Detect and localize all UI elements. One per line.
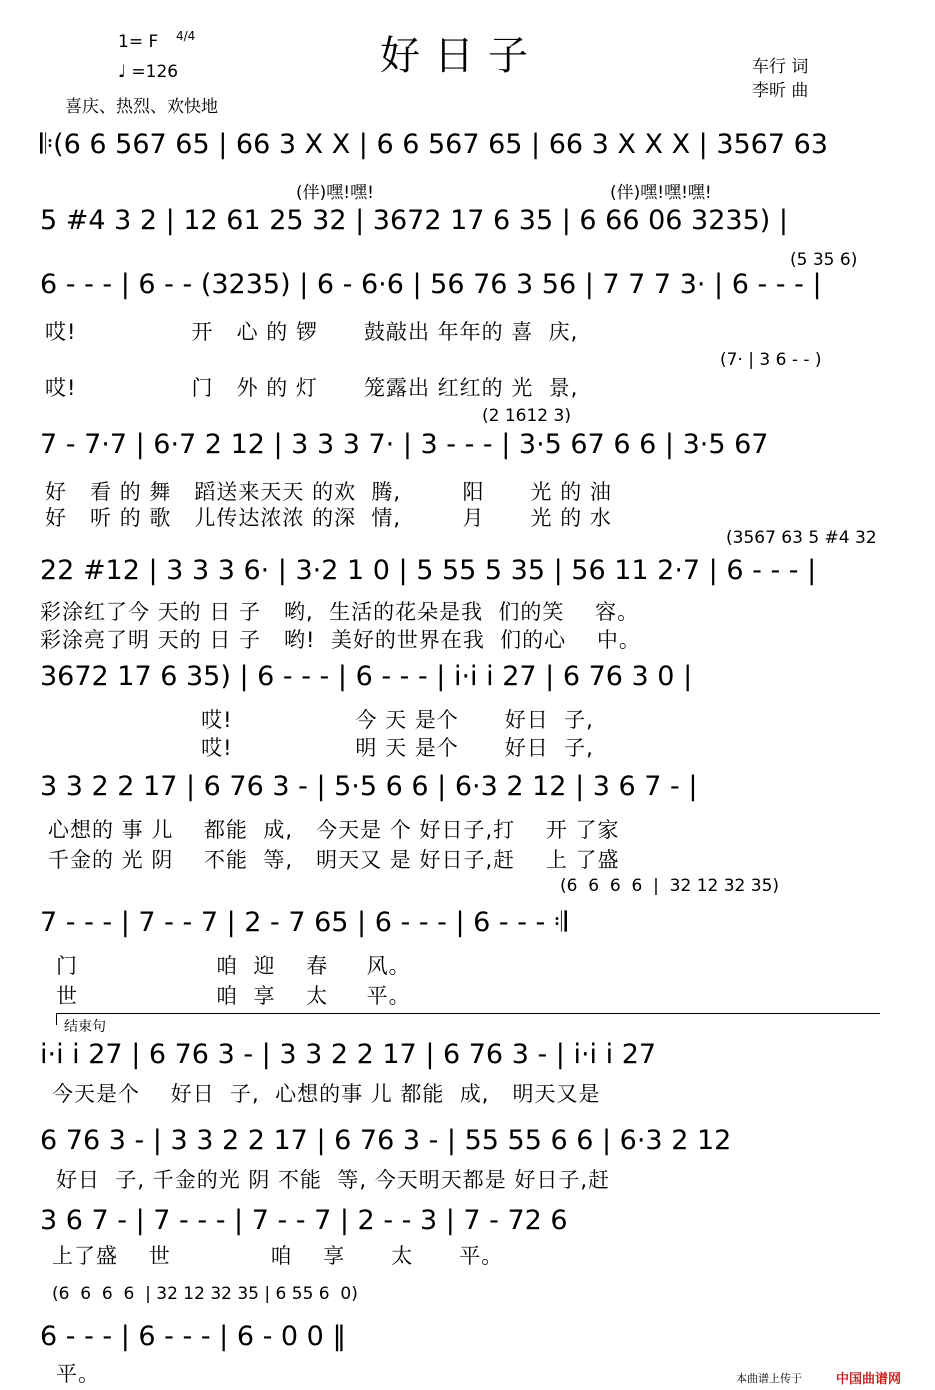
annotation-line-4a: (7· | 3 6 - - ) [720, 350, 822, 370]
lyrics-line-5-verse-2: 彩涂亮了明 天的 日 子 哟! 美好的世界在我 们的心 中。 [40, 628, 641, 652]
song-title: 好日子 [380, 33, 542, 79]
notation-line-1: 𝄆(6 6 567 65 | 66 3 X X | 6 6 567 65 | 66 3 X X X | 3567 63 [40, 129, 828, 160]
lyrics-line-3-verse-2: 哎! 门 外 的 灯 笼露出 红红的 光 景, [45, 376, 579, 400]
lyrics-line-12: 平。 [56, 1362, 100, 1386]
notation-line-12: 6 - - - | 6 - - - | 6 - 0 0 ‖ [40, 1321, 346, 1352]
annotation-line-12: (6 6 6 6 | 32 12 32 35 | 6 55 6 0) [52, 1284, 358, 1304]
notation-line-8: 7 - - - | 7 - - 7 | 2 - 7 65 | 6 - - - | 6 - - - 𝄇 [40, 907, 568, 938]
notation-line-5: 22 #12 | 3 3 3 6· | 3·2 1 0 | 5 55 5 35 | 56 11 2·7 | 6 - - - | [40, 555, 817, 586]
lyrics-line-7-verse-2: 千金的 光 阴 不能 等, 明天又 是 好日子,赶 上 了盛 [48, 848, 620, 872]
lyrics-line-10: 好日 子, 千金的光 阴 不能 等, 今天明天都是 好日子,赶 [56, 1168, 611, 1192]
time-signature: 4/4 [176, 29, 196, 43]
notation-line-7: 3 3 2 2 17 | 6 76 3 - | 5·5 6 6 | 6·3 2 12 | 3 6 7 - | [40, 771, 698, 802]
accompaniment-shout-2: (伴)嘿!嘿!嘿! [610, 183, 712, 203]
annotation-line-3: (5 35 6) [790, 250, 858, 270]
notation-line-9: i·i i 27 | 6 76 3 - | 3 3 2 2 17 | 6 76 3 - | i·i i 27 [40, 1039, 657, 1070]
ending-bracket-line [56, 1013, 880, 1014]
lyrics-line-11: 上了盛 世 咱 享 太 平。 [52, 1244, 504, 1268]
accompaniment-shout-1: (伴)嘿!嘿! [296, 183, 374, 203]
annotation-line-5: (3567 63 5 #4 32 [726, 528, 877, 548]
lyrics-line-8-verse-2: 世 咱 享 太 平。 [56, 984, 411, 1008]
notation-line-11: 3 6 7 - | 7 - - - | 7 - - 7 | 2 - - 3 | 7 - 72 6 [40, 1205, 568, 1236]
notation-line-2: 5 #4 3 2 | 12 61 25 32 | 3672 17 6 35 | 6 66 06 3235) | [40, 205, 788, 236]
notation-line-10: 6 76 3 - | 3 3 2 2 17 | 6 76 3 - | 55 55 6 6 | 6·3 2 12 [40, 1125, 732, 1156]
ending-bracket-tick [56, 1013, 57, 1025]
lyrics-line-6-verse-1: 哎! 今 天 是个 好日 子, [40, 708, 594, 732]
annotation-line-8: (6 6 6 6 | 32 12 32 35) [560, 876, 780, 896]
lyricist: 车行 词 [752, 57, 809, 77]
ending-label: 结束句 [64, 1019, 106, 1035]
lyrics-line-4-verse-1: 好 看 的 舞 蹈送来天天 的欢 腾, 阳 光 的 油 [45, 480, 612, 504]
lyrics-line-6-verse-2: 哎! 明 天 是个 好日 子, [40, 736, 594, 760]
key-signature: 1= F [118, 32, 159, 52]
site-brand[interactable]: 中国曲谱网 [836, 1372, 902, 1387]
lyrics-line-7-verse-1: 心想的 事 儿 都能 成, 今天是 个 好日子,打 开 了家 [48, 818, 620, 842]
lyrics-line-5-verse-1: 彩涂红了今 天的 日 子 哟, 生活的花朵是我 们的笑 容。 [40, 600, 640, 624]
annotation-line-4b: (2 1612 3) [482, 406, 571, 426]
lyrics-line-4-verse-2: 好 听 的 歌 儿传达浓浓 的深 情, 月 光 的 水 [45, 506, 612, 530]
composer: 李昕 曲 [752, 81, 809, 101]
lyrics-line-3-verse-1: 哎! 开 心 的 锣 鼓敲出 年年的 喜 庆, [45, 320, 579, 344]
notation-line-6: 3672 17 6 35) | 6 - - - | 6 - - - | i·i i 27 | 6 76 3 0 | [40, 661, 693, 692]
tempo: ♩ =126 [118, 62, 179, 82]
expression-mark: 喜庆、热烈、欢快地 [65, 97, 218, 117]
footer-note: 本曲谱上传于 [736, 1372, 802, 1385]
notation-line-3: 6 - - - | 6 - - (3235) | 6 - 6·6 | 56 76 3 56 | 7 7 7 3· | 6 - - - | [40, 269, 822, 300]
lyrics-line-8-verse-1: 门 咱 迎 春 风。 [56, 954, 411, 978]
notation-line-4: 7 - 7·7 | 6·7 2 12 | 3 3 3 7· | 3 - - - | 3·5 67 6 6 | 3·5 67 [40, 429, 769, 460]
lyrics-line-9: 今天是个 好日 子, 心想的事 儿 都能 成, 明天又是 [52, 1082, 601, 1106]
